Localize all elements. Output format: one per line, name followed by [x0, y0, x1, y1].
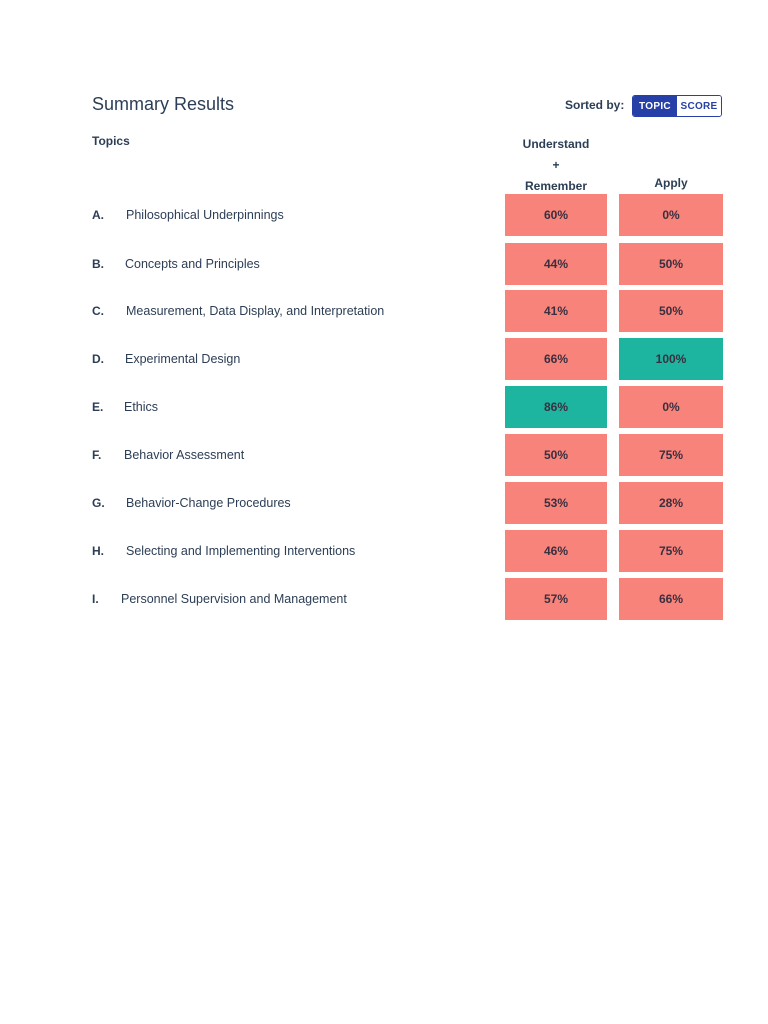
apply-score: 0% [619, 194, 723, 236]
topic-name: Measurement, Data Display, and Interpretation [126, 304, 385, 318]
table-row [0, 194, 768, 236]
topic-letter: G. [92, 496, 105, 510]
topic-letter: D. [92, 352, 104, 366]
understand-remember-score: 57% [505, 578, 607, 620]
understand-remember-score: 60% [505, 194, 607, 236]
topic-name: Ethics [124, 400, 159, 414]
sort-by-topic-button[interactable]: TOPIC [633, 96, 677, 116]
table-row [0, 434, 768, 476]
page-title: Summary Results [92, 94, 235, 114]
table-row [0, 482, 768, 524]
table-row [0, 530, 768, 572]
sort-toggle [632, 95, 722, 117]
apply-score: 75% [619, 434, 723, 476]
topic-name: Philosophical Underpinnings [126, 208, 284, 222]
understand-header-line: Understand [522, 137, 590, 151]
topic-name: Personnel Supervision and Management [121, 592, 347, 606]
understand-remember-score: 53% [505, 482, 607, 524]
understand-remember-score: 86% [505, 386, 607, 428]
apply-column-header: Apply [654, 176, 688, 190]
table-row [0, 386, 768, 428]
understand-remember-score: 41% [505, 290, 607, 332]
topic-name: Concepts and Principles [125, 257, 260, 271]
remember-header-line: Remember [524, 179, 588, 193]
topic-letter: A. [92, 208, 104, 222]
understand-remember-column-header [505, 134, 607, 197]
table-row [0, 338, 768, 380]
apply-score: 100% [619, 338, 723, 380]
topic-letter: E. [92, 400, 104, 414]
topic-name: Behavior Assessment [124, 448, 245, 462]
apply-score: 75% [619, 530, 723, 572]
topic-name: Selecting and Implementing Interventions [126, 544, 356, 558]
apply-score: 50% [619, 243, 723, 285]
understand-remember-score: 44% [505, 243, 607, 285]
sorted-by-label: Sorted by: [565, 98, 625, 112]
topic-letter: B. [92, 257, 104, 271]
apply-score: 50% [619, 290, 723, 332]
apply-score: 0% [619, 386, 723, 428]
topic-letter: F. [92, 448, 102, 462]
topic-letter: I. [92, 592, 99, 606]
topic-letter: H. [92, 544, 104, 558]
plus-header-line: + [552, 158, 560, 172]
apply-score: 28% [619, 482, 723, 524]
topic-letter: C. [92, 304, 104, 318]
sort-by-score-button[interactable]: SCORE [677, 96, 721, 116]
topic-name: Behavior-Change Procedures [126, 496, 291, 510]
topics-column-header: Topics [92, 134, 130, 148]
apply-score: 66% [619, 578, 723, 620]
table-row [0, 243, 768, 285]
table-row [0, 578, 768, 620]
understand-remember-score: 66% [505, 338, 607, 380]
topic-name: Experimental Design [125, 352, 241, 366]
understand-remember-score: 46% [505, 530, 607, 572]
table-row [0, 290, 768, 332]
understand-remember-score: 50% [505, 434, 607, 476]
